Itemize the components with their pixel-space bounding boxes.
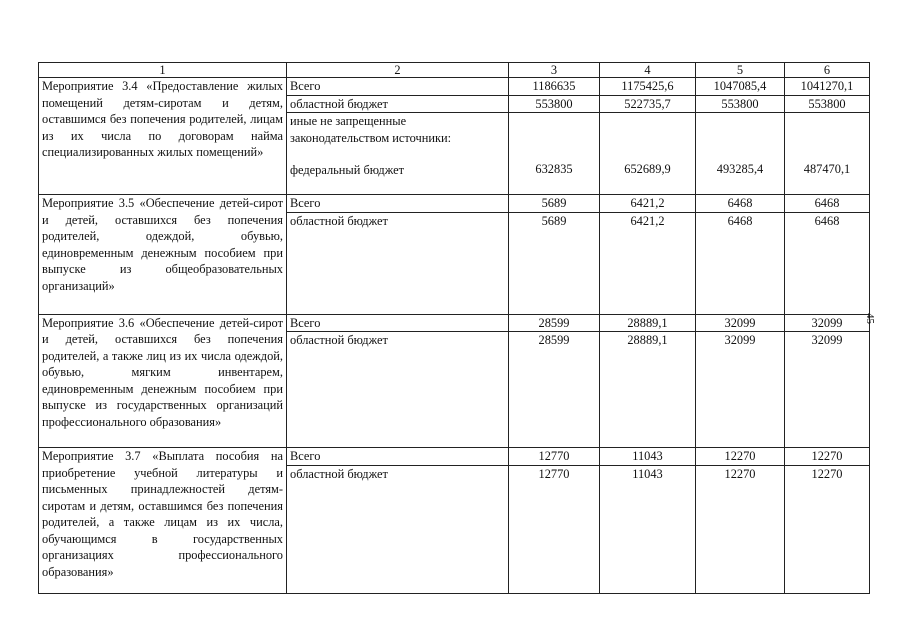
source-label: областной бюджет [287,465,509,593]
value-cell: 6421,2 [600,195,696,213]
value-cell: 553800 [696,95,785,113]
federal-budget-label: федеральный бюджет [290,163,405,177]
value-cell: 522735,7 [600,95,696,113]
source-label: Всего [287,314,509,332]
header-cell-5: 5 [696,63,785,78]
source-label: Всего [287,195,509,213]
value-cell: 493285,4 [696,113,785,195]
table-row [39,314,870,332]
source-label: областной бюджет [287,332,509,448]
value-cell: 12270 [696,465,785,593]
source-label: Всего [287,78,509,96]
value-cell: 1175425,6 [600,78,696,96]
value-cell: 28889,1 [600,314,696,332]
value-cell: 553800 [509,95,600,113]
header-cell-3: 3 [509,63,600,78]
value-cell: 12770 [509,465,600,593]
page-number: 45 [864,313,876,324]
header-cell-1: 1 [39,63,287,78]
value-cell: 1047085,4 [696,78,785,96]
value-cell: 1186635 [509,78,600,96]
value-cell: 11043 [600,465,696,593]
value-cell: 5689 [509,212,600,314]
table-header-row [39,63,870,78]
table-row [39,448,870,466]
value-cell: 32099 [696,314,785,332]
value-cell: 6421,2 [600,212,696,314]
value-cell: 6468 [785,195,870,213]
value-cell: 12270 [785,465,870,593]
table-row [39,78,870,96]
value-cell: 1041270,1 [785,78,870,96]
activity-description: Мероприятие 3.5 «Обеспечение детей-сирот и детей, оставшихся без попечения родителей, одеждой, обувью, единовременным денежным пособием при выпуске из общеобразовательных организаций» [39,195,287,315]
header-cell-2: 2 [287,63,509,78]
value-cell: 28599 [509,332,600,448]
value-cell: 6468 [785,212,870,314]
value-cell: 632835 [509,113,600,195]
value-cell: 28599 [509,314,600,332]
value-cell: 28889,1 [600,332,696,448]
source-label: областной бюджет [287,212,509,314]
value-cell: 32099 [785,314,870,332]
value-cell: 32099 [696,332,785,448]
source-label: областной бюджет [287,95,509,113]
value-cell: 5689 [509,195,600,213]
value-cell: 11043 [600,448,696,466]
budget-table [38,62,870,594]
value-cell: 12770 [509,448,600,466]
other-sources-label: иные не запрещенные законодательством источники: [290,114,452,145]
source-label: Всего [287,448,509,466]
value-cell: 553800 [785,95,870,113]
table-row [39,195,870,213]
value-cell: 12270 [696,448,785,466]
activity-description: Мероприятие 3.7 «Выплата пособия на приобретение учебной литературы и письменных принадлежностей детям-сиротам и детям, оставшимся без попечения родителей, а также лицам из их числа, обучающимся в государственных организациях профессионального образования» [39,448,287,594]
value-cell: 6468 [696,195,785,213]
value-cell: 652689,9 [600,113,696,195]
header-cell-4: 4 [600,63,696,78]
value-cell: 12270 [785,448,870,466]
source-label [287,113,509,195]
value-cell: 6468 [696,212,785,314]
value-cell: 487470,1 [785,113,870,195]
activity-description: Мероприятие 3.4 «Предоставление жилых помещений детям-сиротам и детям, оставшимся без попечения родителей, лицам из их числа по договорам найма специализированных жилых помещений» [39,78,287,195]
header-cell-6: 6 [785,63,870,78]
value-cell: 32099 [785,332,870,448]
activity-description: Мероприятие 3.6 «Обеспечение детей-сирот и детей, оставшихся без попечения родителей, а также лиц из их числа одеждой, обувью, мягким инвентарем, единовременным денежным пособием при выпуске из государственных организаций профессионального образования» [39,314,287,448]
